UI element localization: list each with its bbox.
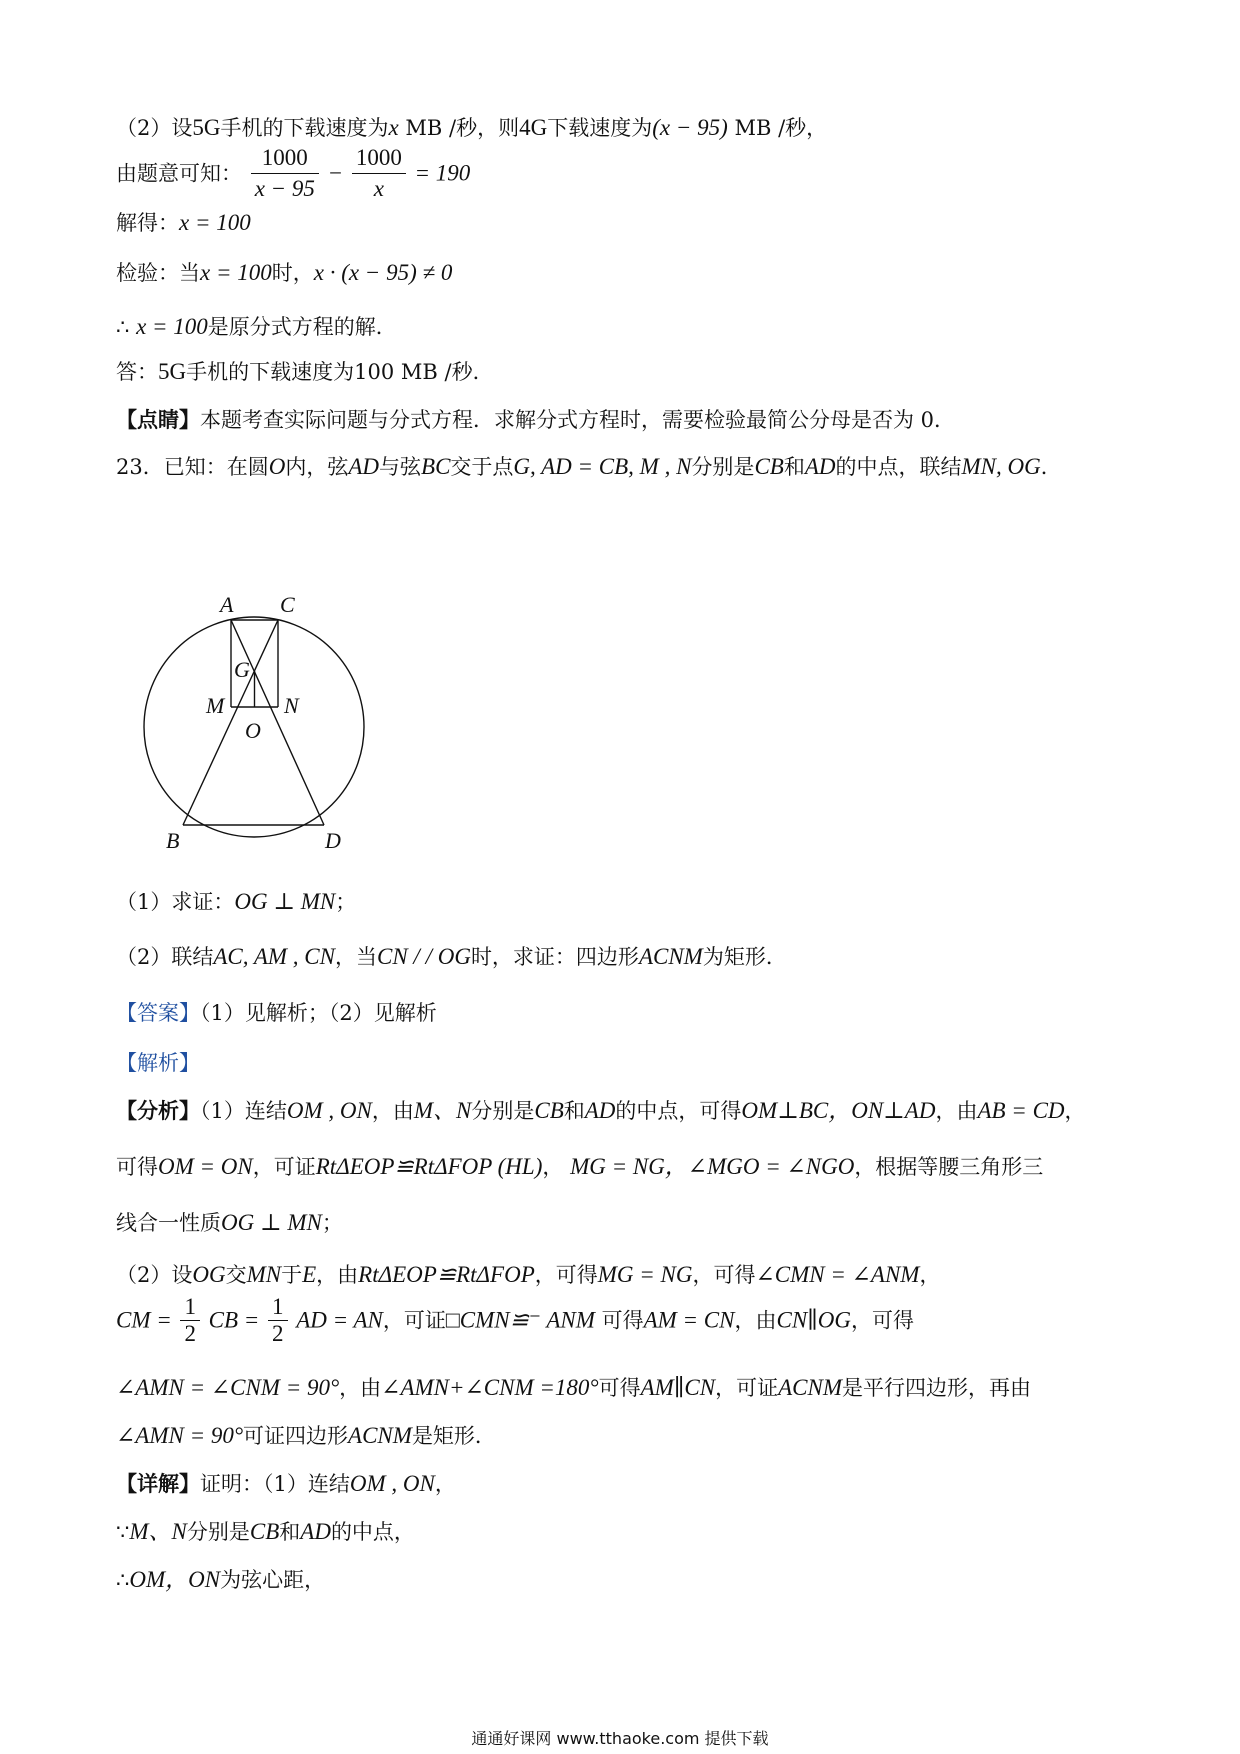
label-b: B [166, 828, 180, 853]
q22-equation-line: 由题意可知： $\frac{1000}{x - 95}$ − $\frac{1000}{x}$ = 190 [116, 143, 470, 204]
fx-line-4: （2）设OG交MN于E，由RtΔEOP≌RtΔFOP，可得MG = NG，可得∠CMN = ∠ANM， [116, 1262, 941, 1287]
q23-part2: （2）联结AC, AM , CN，当CN / / OG时，求证：四边形ACNM为矩形． [116, 944, 787, 969]
xj-line-3: ∴OM，ON为弦心距， [116, 1567, 326, 1592]
fx-line-2: 可得OM = ON，可证RtΔEOP≌RtΔFOP (HL)， MG = NG，∠MGO = ∠NGO，根据等腰三角形三 [116, 1154, 1044, 1179]
page-footer-watermark: 通通好课网 www.tthaoke.com 提供下载 [471, 1729, 769, 1748]
xj-line-1: 【详解】证明：（1）连结OM , ON， [116, 1471, 456, 1496]
fx-line-6: ∠AMN = ∠CNM = 90°，由∠AMN+∠CNM =180°可得AM∥CN，可证ACNM是平行四边形，再由 [116, 1375, 1031, 1400]
q22-line-answer: 答：5G手机的下载速度为100 MB /秒． [116, 359, 494, 384]
label-o: O [245, 718, 261, 743]
label-d: D [325, 828, 341, 853]
fx-line-5: CM = $\frac{1}{2}$ CB = $\frac{1}{2}$ AD = AN，可证□CMN≌⁻ ANM 可得AM = CN，由CN∥OG，可得 [116, 1294, 915, 1346]
q23-answer: 【答案】（1）见解析；（2）见解析 [116, 1001, 437, 1025]
q22-line-conclusion: ∴ x = 100是原分式方程的解． [116, 314, 397, 339]
q22-line-check: 检验：当x = 100时，x · (x − 95) ≠ 0 [116, 260, 453, 285]
label-a: A [220, 592, 234, 617]
answer-tag: 【答案】 [116, 1001, 200, 1025]
q23-analysis-tag: 【解析】 [116, 1051, 200, 1075]
q22-line-dianjing: 【点睛】本题考查实际问题与分式方程．求解分式方程时，需要检验最简公分母是否为 0． [116, 407, 956, 432]
fraction-2: $\frac{1000}{x}$ [352, 143, 406, 204]
q22-line-1: （2）设5G手机的下载速度为x MB /秒，则4G下载速度为(x − 95) MB /秒， [116, 115, 828, 140]
fx-line-7: ∠AMN = 90°可证四边形ACNM是矩形． [116, 1423, 496, 1448]
label-g: G [234, 657, 250, 682]
half-fraction-1: $\frac{1}{2}$ [180, 1294, 200, 1347]
fx-line-1: 【分析】（1）连结OM , ON，由M、N分别是CB和AD的中点，可得OM⊥BC，ON⊥AD，由AB = CD， [116, 1098, 1086, 1123]
fraction-1: $\frac{1000}{x - 95}$ [251, 143, 319, 204]
circle-geometry-figure [130, 575, 400, 855]
label-n: N [284, 693, 299, 718]
fx-line-3: 线合一性质OG ⊥ MN； [116, 1210, 343, 1235]
label-c: C [280, 592, 295, 617]
q23-part1: （1）求证：OG ⊥ MN； [116, 889, 357, 914]
q22-line-solve: 解得：x = 100 [116, 210, 251, 235]
q23-stem: 23．已知：在圆O内，弦AD与弦BC交于点G, AD = CB, M , N分别是CB和AD的中点，联结MN, OG． [116, 454, 1062, 479]
half-fraction-2: $\frac{1}{2}$ [268, 1294, 288, 1347]
label-m: M [206, 693, 225, 718]
xj-line-2: ∵M、N分别是CB和AD的中点， [116, 1519, 415, 1544]
